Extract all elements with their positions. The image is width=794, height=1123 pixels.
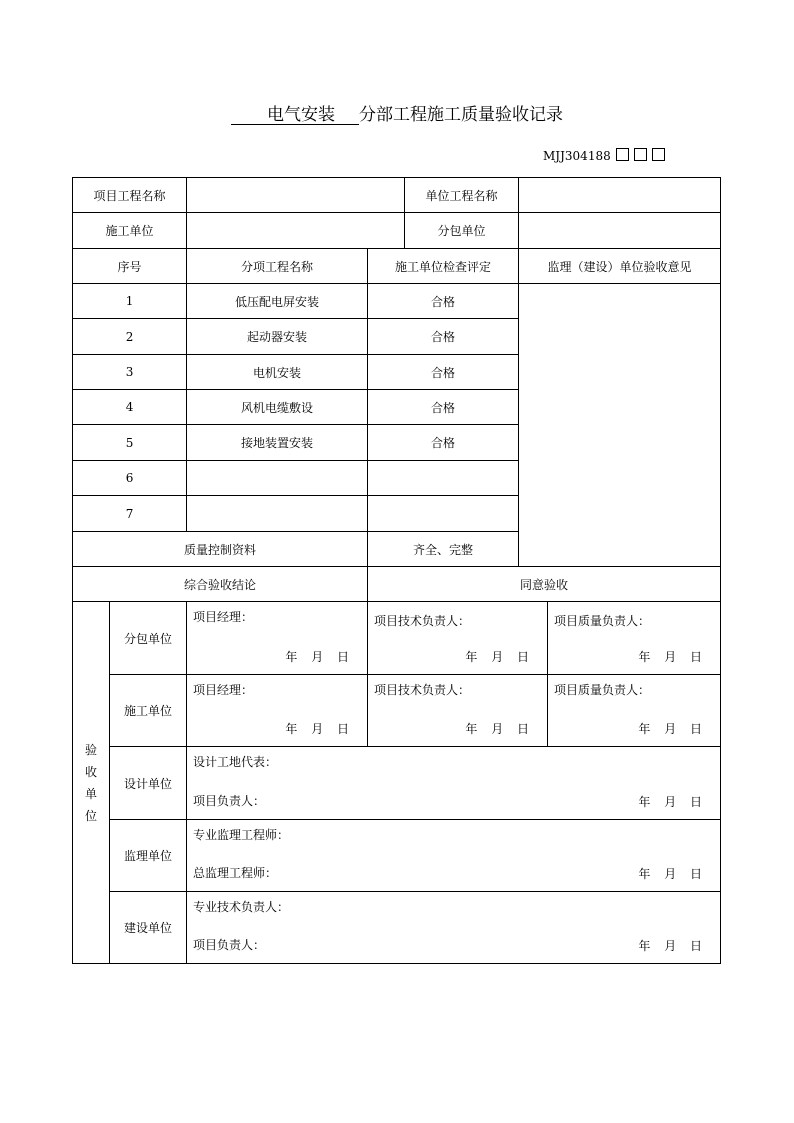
subcontract-sign-label: 分包单位 xyxy=(110,602,187,675)
design-representative-label: 设计工地代表： xyxy=(193,755,278,769)
column-header-no: 序号 xyxy=(73,249,187,284)
row-3-eval[interactable]: 合格 xyxy=(368,355,519,390)
subcontract-tech-cell[interactable] xyxy=(368,602,548,675)
supervision-sign-cell[interactable] xyxy=(187,820,721,892)
construction-quality-date: 年 月 日 xyxy=(638,722,703,736)
row-1-no: 1 xyxy=(73,284,187,319)
document-title xyxy=(0,104,794,126)
column-header-evaluation: 施工单位检查评定 xyxy=(368,249,519,284)
form-code-text: MJJ304188 xyxy=(543,149,611,163)
construction-manager-cell[interactable] xyxy=(187,675,368,747)
subcontract-quality-label: 项目质量负责人： xyxy=(554,614,651,628)
supervision-date: 年 月 日 xyxy=(638,867,703,881)
row-6-name[interactable] xyxy=(187,461,368,496)
row-3-no: 3 xyxy=(73,355,187,390)
design-date: 年 月 日 xyxy=(638,795,703,809)
conclusion-value[interactable]: 同意验收 xyxy=(368,567,721,602)
subcontract-tech-label: 项目技术负责人： xyxy=(374,614,471,628)
form-code xyxy=(543,148,665,164)
subcontract-manager-label: 项目经理： xyxy=(193,610,254,624)
acceptance-record-table xyxy=(72,177,721,964)
construction-unit-label: 施工单位 xyxy=(73,213,187,249)
owner-date: 年 月 日 xyxy=(638,939,703,953)
construction-manager-date: 年 月 日 xyxy=(285,722,350,736)
row-6-no: 6 xyxy=(73,461,187,496)
subcontract-quality-cell[interactable] xyxy=(548,602,721,675)
subcontract-manager-cell[interactable] xyxy=(187,602,368,675)
subcontract-quality-date: 年 月 日 xyxy=(638,650,703,664)
construction-quality-label: 项目质量负责人： xyxy=(554,683,651,697)
owner-sign-cell[interactable] xyxy=(187,892,721,964)
construction-tech-date: 年 月 日 xyxy=(465,722,530,736)
row-7-eval[interactable] xyxy=(368,496,519,532)
row-4-name[interactable]: 风机电缆敷设 xyxy=(187,390,368,425)
acceptance-units-text: 验 收 单 位 xyxy=(84,742,97,823)
design-sign-cell[interactable] xyxy=(187,747,721,820)
supervision-sign-label: 监理单位 xyxy=(110,820,187,892)
row-5-eval[interactable]: 合格 xyxy=(368,425,519,461)
subcontract-unit-value[interactable] xyxy=(519,213,721,249)
subcontract-unit-label: 分包单位 xyxy=(405,213,519,249)
construction-quality-cell[interactable] xyxy=(548,675,721,747)
row-2-eval[interactable]: 合格 xyxy=(368,319,519,355)
row-4-eval[interactable]: 合格 xyxy=(368,390,519,425)
construction-tech-cell[interactable] xyxy=(368,675,548,747)
row-5-no: 5 xyxy=(73,425,187,461)
supervision-opinion-cell[interactable] xyxy=(519,284,721,567)
owner-tech-lead-label: 专业技术负责人： xyxy=(193,900,290,914)
title-main-part: 分部工程施工质量验收记录 xyxy=(359,105,563,125)
acceptance-units-label xyxy=(73,602,110,964)
row-2-no: 2 xyxy=(73,319,187,355)
row-7-name[interactable] xyxy=(187,496,368,532)
chief-supervision-engineer-label: 总监理工程师： xyxy=(193,866,278,880)
row-4-no: 4 xyxy=(73,390,187,425)
construction-sign-label: 施工单位 xyxy=(110,675,187,747)
construction-unit-value[interactable] xyxy=(187,213,405,249)
design-project-lead-label: 项目负责人： xyxy=(193,794,266,808)
subcontract-manager-date: 年 月 日 xyxy=(285,650,350,664)
quality-control-value[interactable]: 齐全、完整 xyxy=(368,532,519,567)
owner-sign-label: 建设单位 xyxy=(110,892,187,964)
row-7-no: 7 xyxy=(73,496,187,532)
owner-project-lead-label: 项目负责人： xyxy=(193,938,266,952)
unit-project-name-label: 单位工程名称 xyxy=(405,178,519,213)
project-name-label: 项目工程名称 xyxy=(73,178,187,213)
quality-control-label: 质量控制资料 xyxy=(73,532,368,567)
row-5-name[interactable]: 接地装置安装 xyxy=(187,425,368,461)
code-box-3[interactable] xyxy=(652,148,665,161)
column-header-subitem: 分项工程名称 xyxy=(187,249,368,284)
design-sign-label: 设计单位 xyxy=(110,747,187,820)
conclusion-label: 综合验收结论 xyxy=(73,567,368,602)
row-6-eval[interactable] xyxy=(368,461,519,496)
row-2-name[interactable]: 起动器安装 xyxy=(187,319,368,355)
subcontract-tech-date: 年 月 日 xyxy=(465,650,530,664)
row-1-eval[interactable]: 合格 xyxy=(368,284,519,319)
code-box-1[interactable] xyxy=(616,148,629,161)
project-name-value[interactable] xyxy=(187,178,405,213)
code-box-2[interactable] xyxy=(634,148,647,161)
title-underlined-part: 电气安装 xyxy=(231,106,359,125)
row-3-name[interactable]: 电机安装 xyxy=(187,355,368,390)
supervision-engineer-label: 专业监理工程师： xyxy=(193,828,290,842)
unit-project-name-value[interactable] xyxy=(519,178,721,213)
construction-tech-label: 项目技术负责人： xyxy=(374,683,471,697)
column-header-supervision-opinion: 监理（建设）单位验收意见 xyxy=(519,249,721,284)
construction-manager-label: 项目经理： xyxy=(193,683,254,697)
row-1-name[interactable]: 低压配电屏安装 xyxy=(187,284,368,319)
